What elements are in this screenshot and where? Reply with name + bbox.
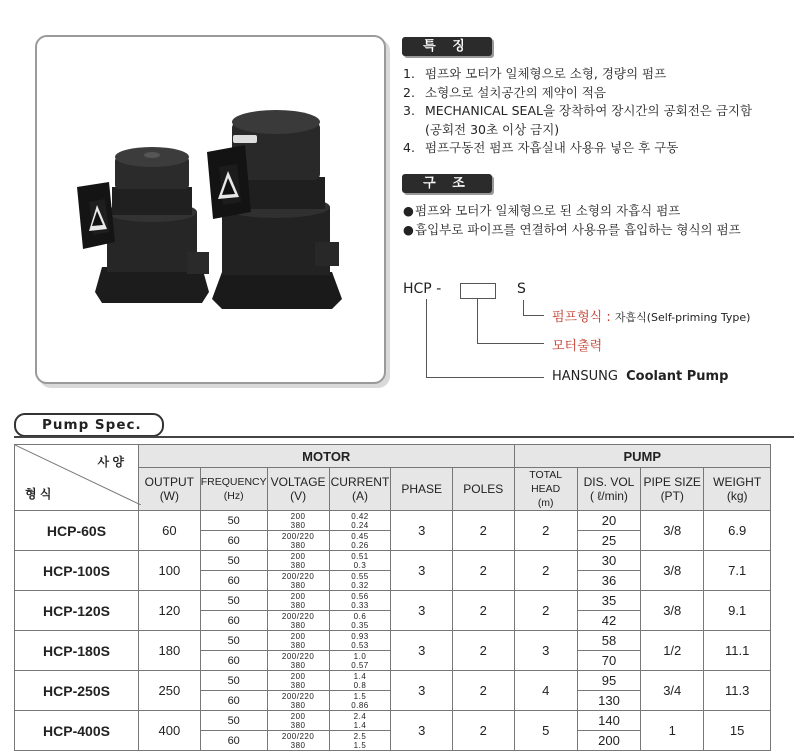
weight-cell: 9.1	[704, 591, 771, 631]
volume-cell: 130	[577, 691, 640, 711]
bullet-icon: ●	[403, 203, 414, 218]
voltage-cell: 200 380	[267, 631, 329, 651]
model-code-prefix: HCP -	[403, 281, 442, 297]
table-row	[15, 591, 771, 611]
weight-cell: 15	[704, 711, 771, 751]
structure-heading: 구 조	[402, 174, 492, 193]
current-cell: 0.55 0.32	[329, 571, 391, 591]
frequency-cell: 60	[200, 731, 267, 751]
head-cell: 2	[514, 551, 577, 591]
output-cell: 250	[138, 671, 200, 711]
voltage-cell: 200 380	[267, 551, 329, 571]
voltage-cell: 200 380	[267, 511, 329, 531]
list-item: ●흡입부로 파이프를 연결하여 사용유를 흡입하는 형식의 펌프	[403, 221, 741, 240]
phase-cell: 3	[391, 631, 453, 671]
phase-cell: 3	[391, 671, 453, 711]
legend-motor-output: 모터출력	[552, 339, 603, 354]
phase-cell: 3	[391, 511, 453, 551]
col-current: CURRENT (A)	[329, 468, 391, 511]
model-code-suffix: S	[517, 281, 526, 297]
volume-cell: 30	[577, 551, 640, 571]
voltage-cell: 200 380	[267, 711, 329, 731]
col-frequency: FREQUENCY (Hz)	[200, 468, 267, 511]
divider	[14, 436, 794, 438]
phase-cell: 3	[391, 551, 453, 591]
model-cell: HCP-100S	[15, 551, 139, 591]
poles-cell: 2	[453, 511, 515, 551]
head-cell: 4	[514, 671, 577, 711]
motor-group-header: MOTOR	[138, 445, 514, 468]
voltage-cell: 200 380	[267, 671, 329, 691]
current-cell: 0.6 0.35	[329, 611, 391, 631]
current-cell: 0.45 0.26	[329, 531, 391, 551]
volume-cell: 36	[577, 571, 640, 591]
col-total-head: TOTAL HEAD (m)	[514, 468, 577, 511]
structure-list	[403, 202, 741, 239]
volume-cell: 35	[577, 591, 640, 611]
current-cell: 0.56 0.33	[329, 591, 391, 611]
head-cell: 5	[514, 711, 577, 751]
phase-cell: 3	[391, 711, 453, 751]
pipe-cell: 3/8	[641, 551, 704, 591]
poles-cell: 2	[453, 591, 515, 631]
current-cell: 1.4 0.8	[329, 671, 391, 691]
col-dis-vol: DIS. VOL ( ℓ/min)	[577, 468, 640, 511]
weight-cell: 7.1	[704, 551, 771, 591]
volume-cell: 25	[577, 531, 640, 551]
table-row	[15, 671, 771, 691]
frequency-cell: 50	[200, 591, 267, 611]
model-code-blank	[460, 283, 496, 299]
model-cell: HCP-250S	[15, 671, 139, 711]
pipe-cell: 3/8	[641, 591, 704, 631]
current-cell: 1.0 0.57	[329, 651, 391, 671]
list-item: ●펌프와 모터가 일체형으로 된 소형의 자흡식 펌프	[403, 202, 741, 221]
frequency-cell: 50	[200, 711, 267, 731]
volume-cell: 95	[577, 671, 640, 691]
voltage-cell: 200/220 380	[267, 691, 329, 711]
current-cell: 2.5 1.5	[329, 731, 391, 751]
volume-cell: 42	[577, 611, 640, 631]
output-cell: 400	[138, 711, 200, 751]
weight-cell: 11.3	[704, 671, 771, 711]
current-cell: 2.4 1.4	[329, 711, 391, 731]
model-cell: HCP-60S	[15, 511, 139, 551]
col-voltage: VOLTAGE (V)	[267, 468, 329, 511]
connector-line	[426, 299, 544, 378]
volume-cell: 58	[577, 631, 640, 651]
current-cell: 0.93 0.53	[329, 631, 391, 651]
frequency-cell: 60	[200, 611, 267, 631]
voltage-cell: 200/220 380	[267, 571, 329, 591]
frequency-cell: 50	[200, 551, 267, 571]
weight-cell: 6.9	[704, 511, 771, 551]
list-item: 3. MECHANICAL SEAL을 장착하여 장시간의 공회전은 금지함	[403, 103, 753, 118]
poles-cell: 2	[453, 711, 515, 751]
voltage-cell: 200/220 380	[267, 731, 329, 751]
legend-pump-type: 펌프형식 : 자흡식(Self-priming Type)	[552, 310, 751, 325]
phase-cell: 3	[391, 591, 453, 631]
poles-cell: 2	[453, 671, 515, 711]
model-cell: HCP-180S	[15, 631, 139, 671]
list-item: (공회전 30초 이상 금지)	[425, 121, 560, 137]
pump-group-header: PUMP	[514, 445, 770, 468]
head-cell: 2	[514, 511, 577, 551]
volume-cell: 20	[577, 511, 640, 531]
voltage-cell: 200 380	[267, 591, 329, 611]
bullet-icon: ●	[403, 221, 414, 237]
frequency-cell: 50	[200, 671, 267, 691]
volume-cell: 70	[577, 651, 640, 671]
legend-maker: HANSUNG Coolant Pump	[552, 369, 729, 384]
current-cell: 1.5 0.86	[329, 691, 391, 711]
pipe-cell: 3/8	[641, 511, 704, 551]
model-cell: HCP-120S	[15, 591, 139, 631]
poles-cell: 2	[453, 631, 515, 671]
frequency-cell: 60	[200, 531, 267, 551]
list-item: 1. 펌프와 모터가 일체형으로 소형, 경량의 펌프	[403, 66, 667, 81]
current-cell: 0.42 0.24	[329, 511, 391, 531]
frequency-cell: 60	[200, 651, 267, 671]
pipe-cell: 1/2	[641, 631, 704, 671]
col-pipe-size: PIPE SIZE (PT)	[641, 468, 704, 511]
col-phase: PHASE	[391, 468, 453, 511]
features-list	[403, 65, 752, 158]
pump-spec-table	[14, 444, 771, 751]
table-row	[15, 711, 771, 731]
volume-cell: 200	[577, 731, 640, 751]
features-heading: 특 징	[402, 37, 492, 56]
weight-cell: 11.1	[704, 631, 771, 671]
volume-cell: 140	[577, 711, 640, 731]
frequency-cell: 50	[200, 511, 267, 531]
output-cell: 180	[138, 631, 200, 671]
head-cell: 3	[514, 631, 577, 671]
coolant-pump-illustration	[37, 37, 384, 382]
col-poles: POLES	[453, 468, 515, 511]
output-cell: 120	[138, 591, 200, 631]
table-row	[15, 551, 771, 571]
output-cell: 100	[138, 551, 200, 591]
table-row	[15, 631, 771, 651]
table-row	[15, 511, 771, 531]
model-cell: HCP-400S	[15, 711, 139, 751]
voltage-cell: 200/220 380	[267, 531, 329, 551]
frequency-cell: 60	[200, 571, 267, 591]
pipe-cell: 1	[641, 711, 704, 751]
frequency-cell: 60	[200, 691, 267, 711]
product-photo	[35, 35, 386, 384]
list-item: 2. 소형으로 설치공간의 제약이 적음	[403, 84, 606, 100]
poles-cell: 2	[453, 551, 515, 591]
output-cell: 60	[138, 511, 200, 551]
voltage-cell: 200/220 380	[267, 651, 329, 671]
frequency-cell: 50	[200, 631, 267, 651]
voltage-cell: 200/220 380	[267, 611, 329, 631]
pipe-cell: 3/4	[641, 671, 704, 711]
col-output: OUTPUT (W)	[138, 468, 200, 511]
pump-spec-tab: Pump Spec.	[14, 413, 164, 437]
head-cell: 2	[514, 591, 577, 631]
list-item: 4. 펌프구동전 펌프 자흡실내 사용유 넣은 후 구동	[403, 140, 679, 155]
col-weight: WEIGHT (kg)	[704, 468, 771, 511]
spec-corner-header: 사 양 형 식	[15, 445, 139, 511]
current-cell: 0.51 0.3	[329, 551, 391, 571]
